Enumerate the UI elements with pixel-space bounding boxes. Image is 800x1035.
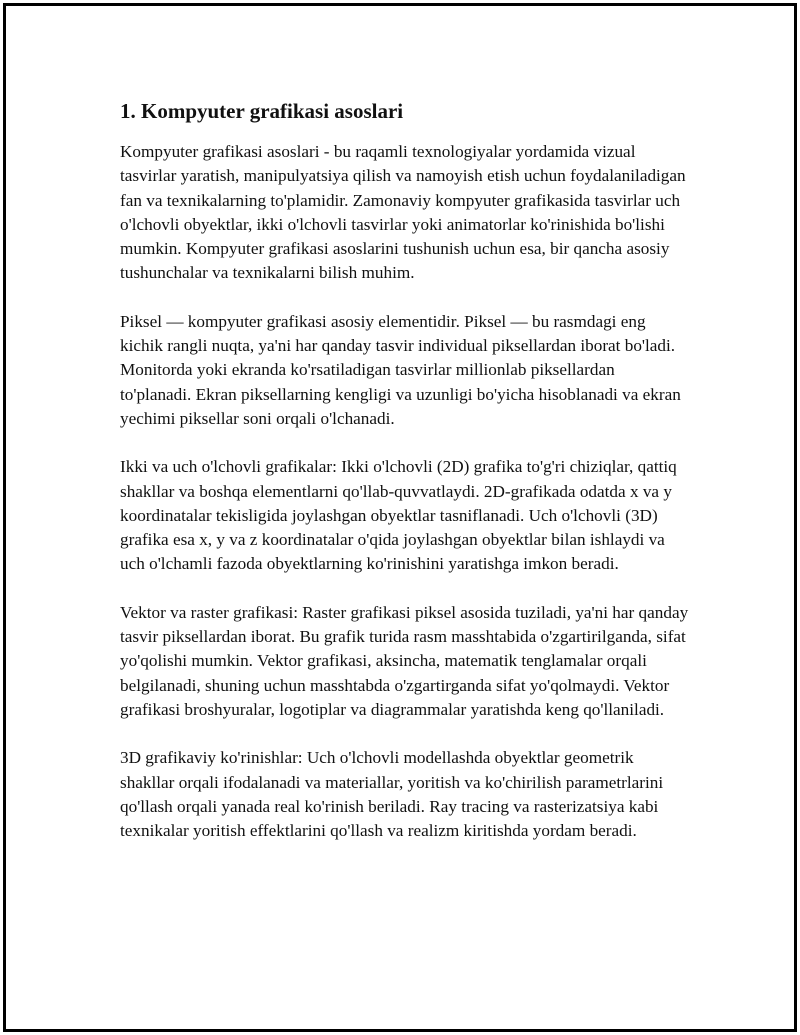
- paragraph-2d-3d: Ikki va uch o'lchovli grafikalar: Ikki o'lchovli (2D) grafika to'g'ri chiziqlar, qattiq shakllar va boshqa elementlarni qo'llab-quvvatlaydi. 2D-grafikada odatda x va y koordinatalar tekisligida joylashgan obyektlar tasniflanadi. Uch o'lchovli (3D) grafika esa x, y va z koordinatalar o'qida joylashgan obyektlar bilan ishlaydi va uch o'lchamli fazoda obyektlarning ko'rinishini yaratishga imkon beradi.: [120, 457, 677, 574]
- paragraph-vektor-raster: Vektor va raster grafikasi: Raster grafikasi piksel asosida tuziladi, ya'ni har qanday tasvir piksellardan iborat. Bu grafik turida rasm masshtabida o'zgartirilganda, sifat yo'qolishi mumkin. Vektor grafikasi, aksincha, matematik tenglamalar orqali belgilanadi, shuning uchun masshtabda o'zgartirganda sifat yo'qolmaydi. Vektor grafikasi broshyuralar, logotiplar va diagrammalar yaratishda keng qo'llaniladi.: [120, 602, 689, 719]
- document-body: [120, 96, 690, 867]
- page-frame: [3, 3, 797, 1032]
- paragraph-intro: Kompyuter grafikasi asoslari - bu raqamli texnologiyalar yordamida vizual tasvirlar yaratish, manipulyatsiya qilish va namoyish etish uchun foydalaniladigan fan va texnikalarning to'plamidir. Zamonaviy kompyuter grafikasida tasvirlar uch o'lchovli obyektlar, ikki o'lchovli tasvirlar yoki animatorlar ko'rinishida bo'lishi mumkin. Kompyuter grafikasi asoslarini tushunish uchun esa, bir qancha asosiy tushunchalar va texnikalarni bilish muhim.: [120, 142, 686, 283]
- paragraph-3d-korinishlar: 3D grafikaviy ko'rinishlar: Uch o'lchovli modellashda obyektlar geometrik shakllar orqali ifodalanadi va materiallar, yoritish va ko'chirilish parametrlarini qo'llash orqali yanada real ko'rinish beriladi. Ray tracing va rasterizatsiya kabi texnikalar yoritish effektlarini qo'llash va realizm kiritishda yordam beradi.: [120, 748, 664, 841]
- paragraph-piksel: Piksel — kompyuter grafikasi asosiy elementidir. Piksel — bu rasmdagi eng kichik rangli nuqta, ya'ni har qanday tasvir individual piksellardan iborat bo'ladi. Monitorda yoki ekranda ko'rsatiladigan tasvirlar millionlab piksellardan to'planadi. Ekran piksellarning kengligi va uzunligi bo'yicha hisoblanadi va ekran yechimi piksellar soni orqali o'lchanadi.: [120, 311, 681, 428]
- document-title: 1. Kompyuter grafikasi asoslari: [120, 99, 404, 123]
